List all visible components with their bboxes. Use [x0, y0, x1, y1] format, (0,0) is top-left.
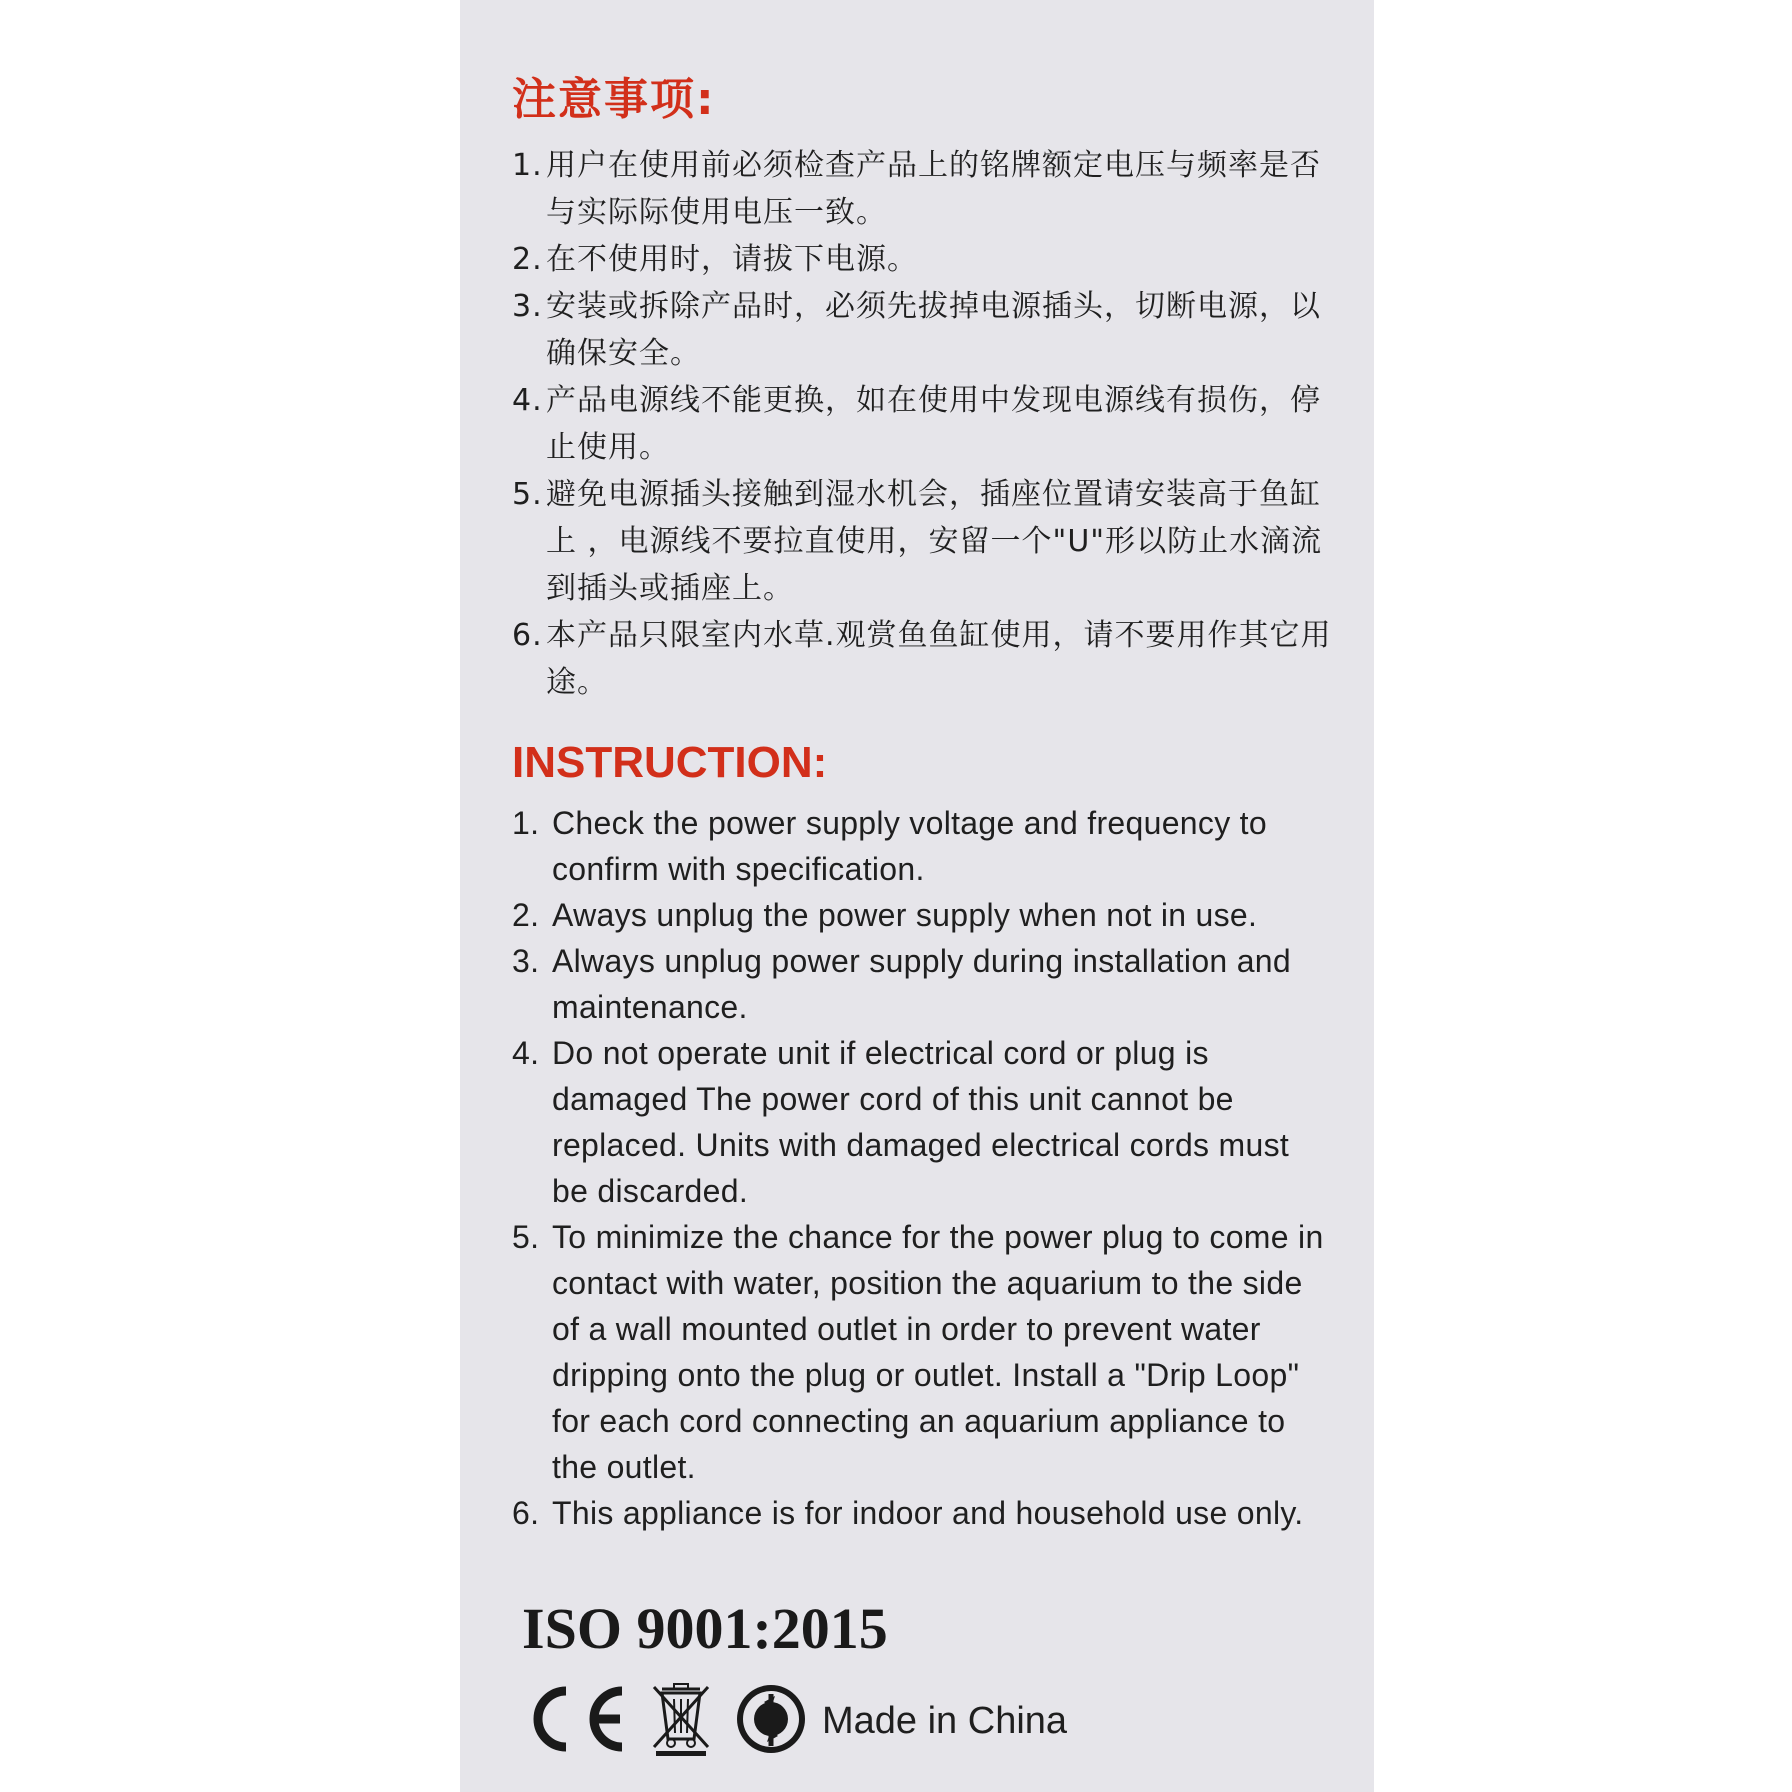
- leaflet-content: [512, 68, 1332, 1766]
- item-number: 6.: [512, 618, 543, 653]
- made-in-label: Made in China: [822, 1699, 1068, 1742]
- item-number: 4.: [512, 1035, 540, 1071]
- notice-cn-item: [512, 612, 1332, 706]
- item-text: To minimize the chance for the power plug to come in contact with water, position the aquarium to the side of a wall mounted outlet in order to prevent water dripping onto the plug or outlet. Install a "Drip Loop" for each cord connecting an aquarium appliance to the outlet.: [552, 1219, 1324, 1485]
- item-number: 3.: [512, 943, 540, 979]
- item-number: 5.: [512, 1219, 540, 1255]
- certification-marks: [522, 1676, 1332, 1766]
- item-text: 在不使用时，请拔下电源。: [546, 242, 918, 277]
- instruction-en-item: [512, 800, 1332, 892]
- notice-cn-item: [512, 236, 1332, 283]
- item-text: Check the power supply voltage and frequency to confirm with specification.: [552, 805, 1267, 887]
- item-number: 1.: [512, 805, 540, 841]
- instruction-en-list: [512, 800, 1332, 1536]
- item-text: 产品电源线不能更换，如在使用中发现电源线有损伤，停止使用。: [546, 383, 1321, 465]
- item-number: 6.: [512, 1495, 540, 1531]
- instruction-en-item: [512, 1490, 1332, 1536]
- iso-certification: ISO 9001:2015: [522, 1596, 888, 1661]
- notice-cn-item: [512, 471, 1332, 612]
- instruction-en-item: [512, 938, 1332, 1030]
- item-text: Do not operate unit if electrical cord or plug is damaged The power cord of this unit cannot be replaced. Units with damaged electrical cords must be discarded.: [552, 1035, 1290, 1209]
- item-number: 2.: [512, 897, 540, 933]
- instruction-en-title: INSTRUCTION:: [512, 738, 828, 787]
- item-text: 安装或拆除产品时，必须先拔掉电源插头，切断电源，以确保安全。: [546, 289, 1321, 371]
- instruction-en-item: [512, 892, 1332, 938]
- item-number: 3.: [512, 289, 543, 324]
- item-number: 5.: [512, 477, 543, 512]
- ce-mark-icon: [522, 1683, 626, 1760]
- weee-bin-icon: [648, 1681, 714, 1762]
- instruction-en-item: [512, 1030, 1332, 1214]
- notice-cn-item: [512, 377, 1332, 471]
- item-text: Aways unplug the power supply when not in use.: [552, 897, 1258, 933]
- item-text: This appliance is for indoor and household use only.: [552, 1495, 1304, 1531]
- notice-cn-item: [512, 283, 1332, 377]
- green-dot-icon: [734, 1682, 808, 1761]
- item-text: 避免电源插头接触到湿水机会，插座位置请安装高于鱼缸上 ，电源线不要拉直使用，安留一个"U"形以防止水滴流到插头或插座上。: [546, 477, 1323, 606]
- instruction-en-item: [512, 1214, 1332, 1490]
- notice-cn-title: 注意事项:: [512, 74, 716, 125]
- item-number: 2.: [512, 242, 543, 277]
- notice-cn-item: [512, 142, 1332, 236]
- item-text: 本产品只限室内水草.观赏鱼鱼缸使用，请不要用作其它用途。: [546, 618, 1332, 700]
- item-number: 1.: [512, 148, 543, 183]
- leaflet-panel: [460, 0, 1374, 1792]
- notice-cn-list: [512, 142, 1332, 706]
- item-text: Always unplug power supply during installation and maintenance.: [552, 943, 1291, 1025]
- item-number: 4.: [512, 383, 543, 418]
- item-text: 用户在使用前必须检查产品上的铭牌额定电压与频率是否与实际际使用电压一致。: [546, 148, 1321, 230]
